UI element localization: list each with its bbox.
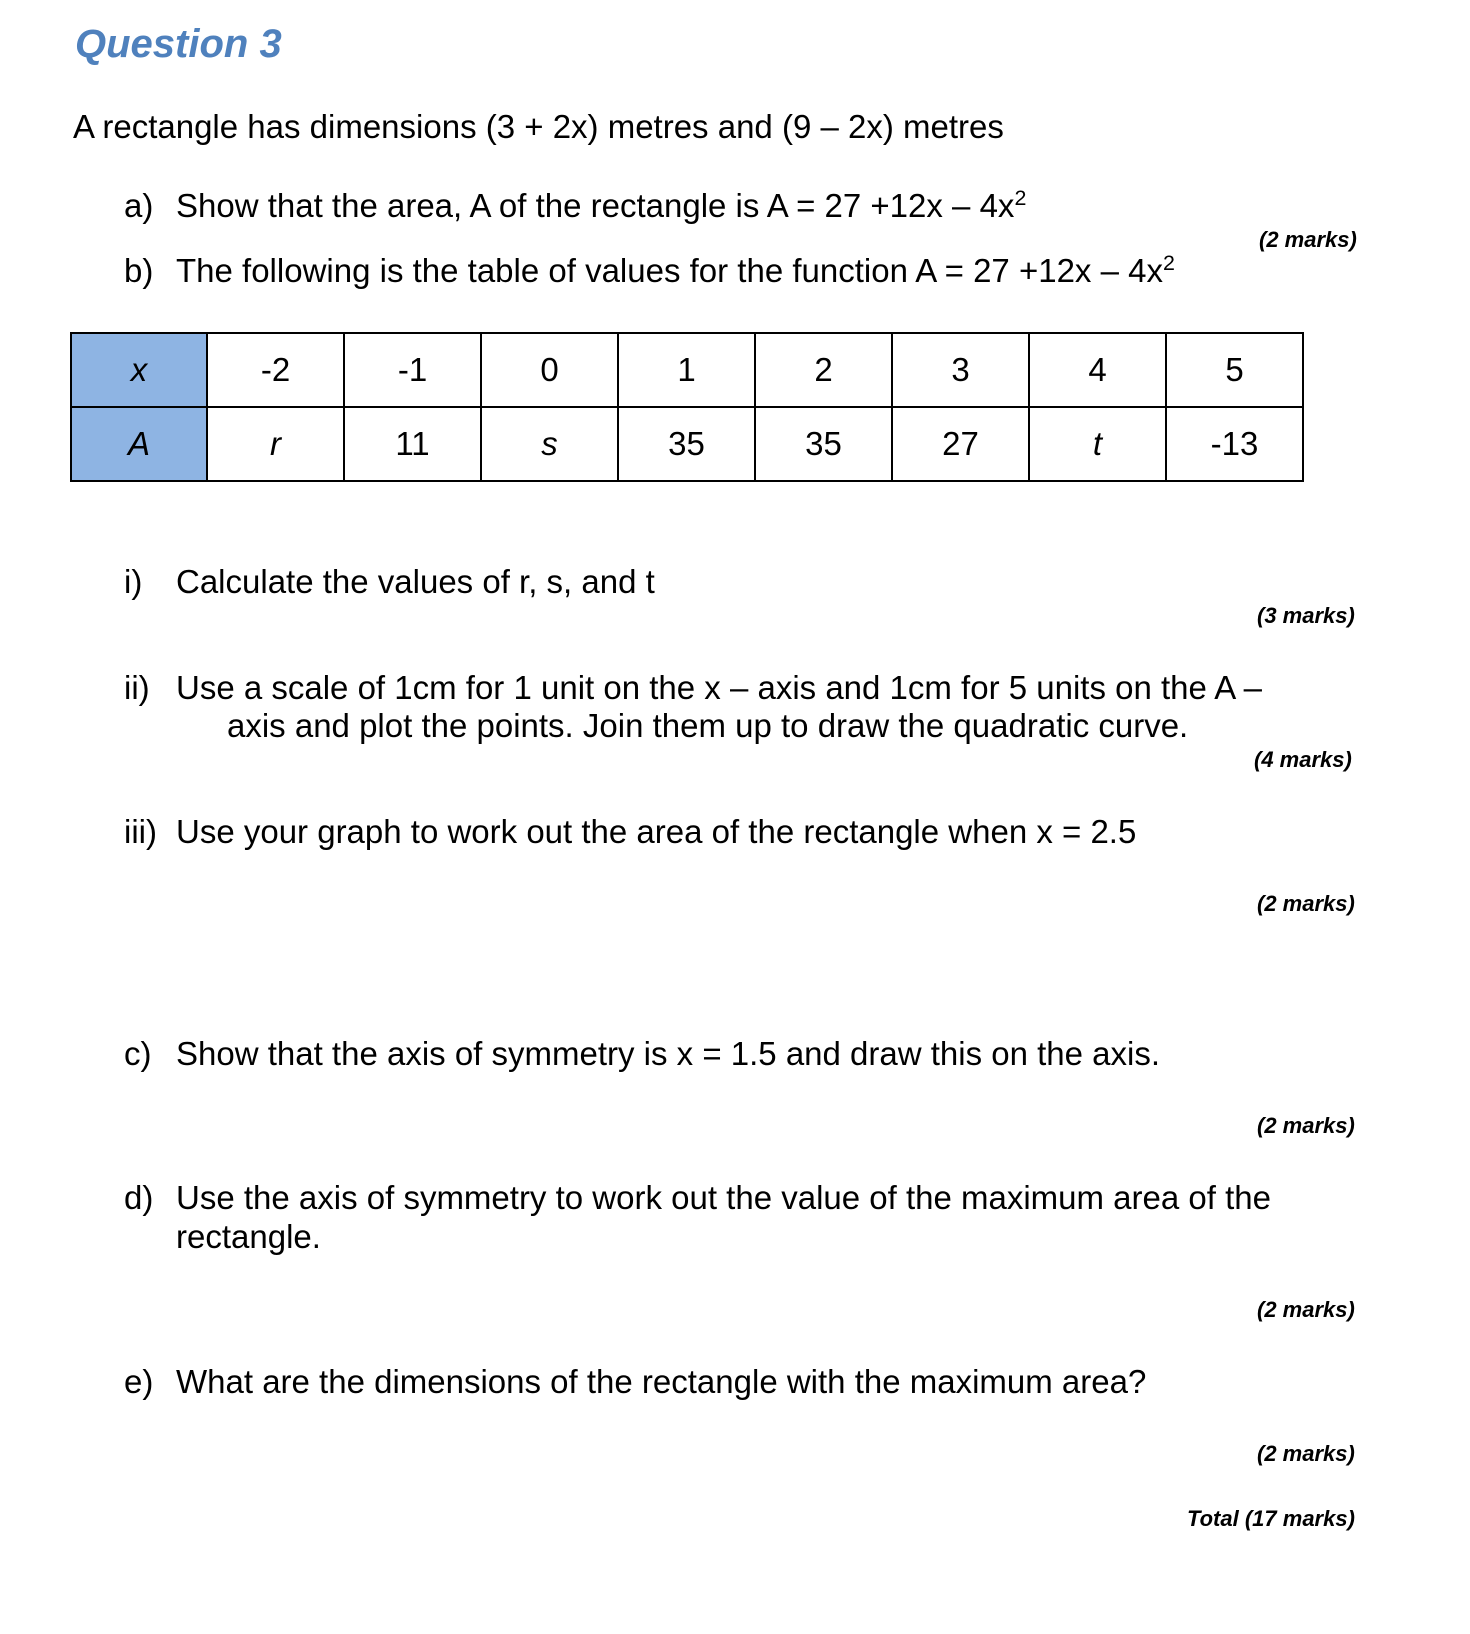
table-cell: 27: [892, 407, 1029, 481]
part-b-ii-text-line1: Use a scale of 1cm for 1 unit on the x – axis and 1cm for 5 units on the A –: [176, 669, 1262, 706]
table-cell: -13: [1166, 407, 1303, 481]
table-row-a: [71, 407, 1303, 481]
part-b-ii-label: ii): [124, 669, 150, 706]
table-cell: 1: [618, 333, 755, 407]
table-cell: -1: [344, 333, 481, 407]
part-a-superscript: 2: [1014, 186, 1027, 211]
part-d: [124, 1179, 1271, 1217]
table-cell-unknown-s: s: [481, 407, 618, 481]
table-of-values: [70, 332, 1304, 482]
table-cell: 11: [344, 407, 481, 481]
part-a-marks: (2 marks): [1259, 227, 1357, 252]
part-b-ii: [124, 669, 1262, 707]
table-cell-unknown-t: t: [1029, 407, 1166, 481]
part-b-iii-text: Use your graph to work out the area of the rectangle when x = 2.5: [176, 813, 1137, 850]
part-d-text-line2: rectangle.: [176, 1218, 321, 1255]
part-a: [124, 187, 1026, 225]
table-cell: 3: [892, 333, 1029, 407]
total-marks: Total (17 marks): [1187, 1506, 1355, 1531]
part-b-iii-label: iii): [124, 813, 157, 850]
part-c-marks: (2 marks): [1257, 1113, 1355, 1138]
part-c-text: Show that the axis of symmetry is x = 1.5 and draw this on the axis.: [176, 1035, 1161, 1072]
part-e: [124, 1363, 1146, 1401]
table-cell: 2: [755, 333, 892, 407]
part-d-text-line1: Use the axis of symmetry to work out the value of the maximum area of the: [176, 1179, 1271, 1216]
part-a-text: Show that the area, A of the rectangle is A = 27 +12x – 4x: [176, 187, 1015, 224]
part-b-ii-text-line2: axis and plot the points. Join them up to draw the quadratic curve.: [227, 707, 1189, 744]
table-cell: 0: [481, 333, 618, 407]
part-b-iii-marks: (2 marks): [1257, 891, 1355, 916]
part-b-i: [124, 563, 655, 601]
part-c: [124, 1035, 1160, 1073]
table-header-a: A: [71, 407, 207, 481]
table-cell: 4: [1029, 333, 1166, 407]
table-cell: 35: [755, 407, 892, 481]
table-cell: 5: [1166, 333, 1303, 407]
part-b-label: b): [124, 252, 154, 289]
part-b-ii-marks: (4 marks): [1254, 747, 1352, 772]
part-b-text: The following is the table of values for the function A = 27 +12x – 4x: [176, 252, 1163, 289]
table-header-x: x: [71, 333, 207, 407]
part-e-text: What are the dimensions of the rectangle with the maximum area?: [176, 1363, 1147, 1400]
part-c-label: c): [124, 1035, 152, 1072]
table-cell-unknown-r: r: [207, 407, 344, 481]
part-b-i-marks: (3 marks): [1257, 603, 1355, 628]
part-b: [124, 252, 1175, 290]
table-cell: -2: [207, 333, 344, 407]
part-b-superscript: 2: [1162, 251, 1175, 276]
part-a-label: a): [124, 187, 154, 224]
part-e-label: e): [124, 1363, 154, 1400]
part-b-i-text: Calculate the values of r, s, and t: [176, 563, 655, 600]
part-b-i-label: i): [124, 563, 143, 600]
part-b-iii: [124, 813, 1136, 851]
table-cell: 35: [618, 407, 755, 481]
part-d-marks: (2 marks): [1257, 1297, 1355, 1322]
part-d-label: d): [124, 1179, 154, 1216]
question-title: Question 3: [75, 22, 282, 66]
part-e-marks: (2 marks): [1257, 1441, 1355, 1466]
table-row-x: [71, 333, 1303, 407]
intro-text: A rectangle has dimensions (3 + 2x) metres and (9 – 2x) metres: [73, 108, 1004, 145]
